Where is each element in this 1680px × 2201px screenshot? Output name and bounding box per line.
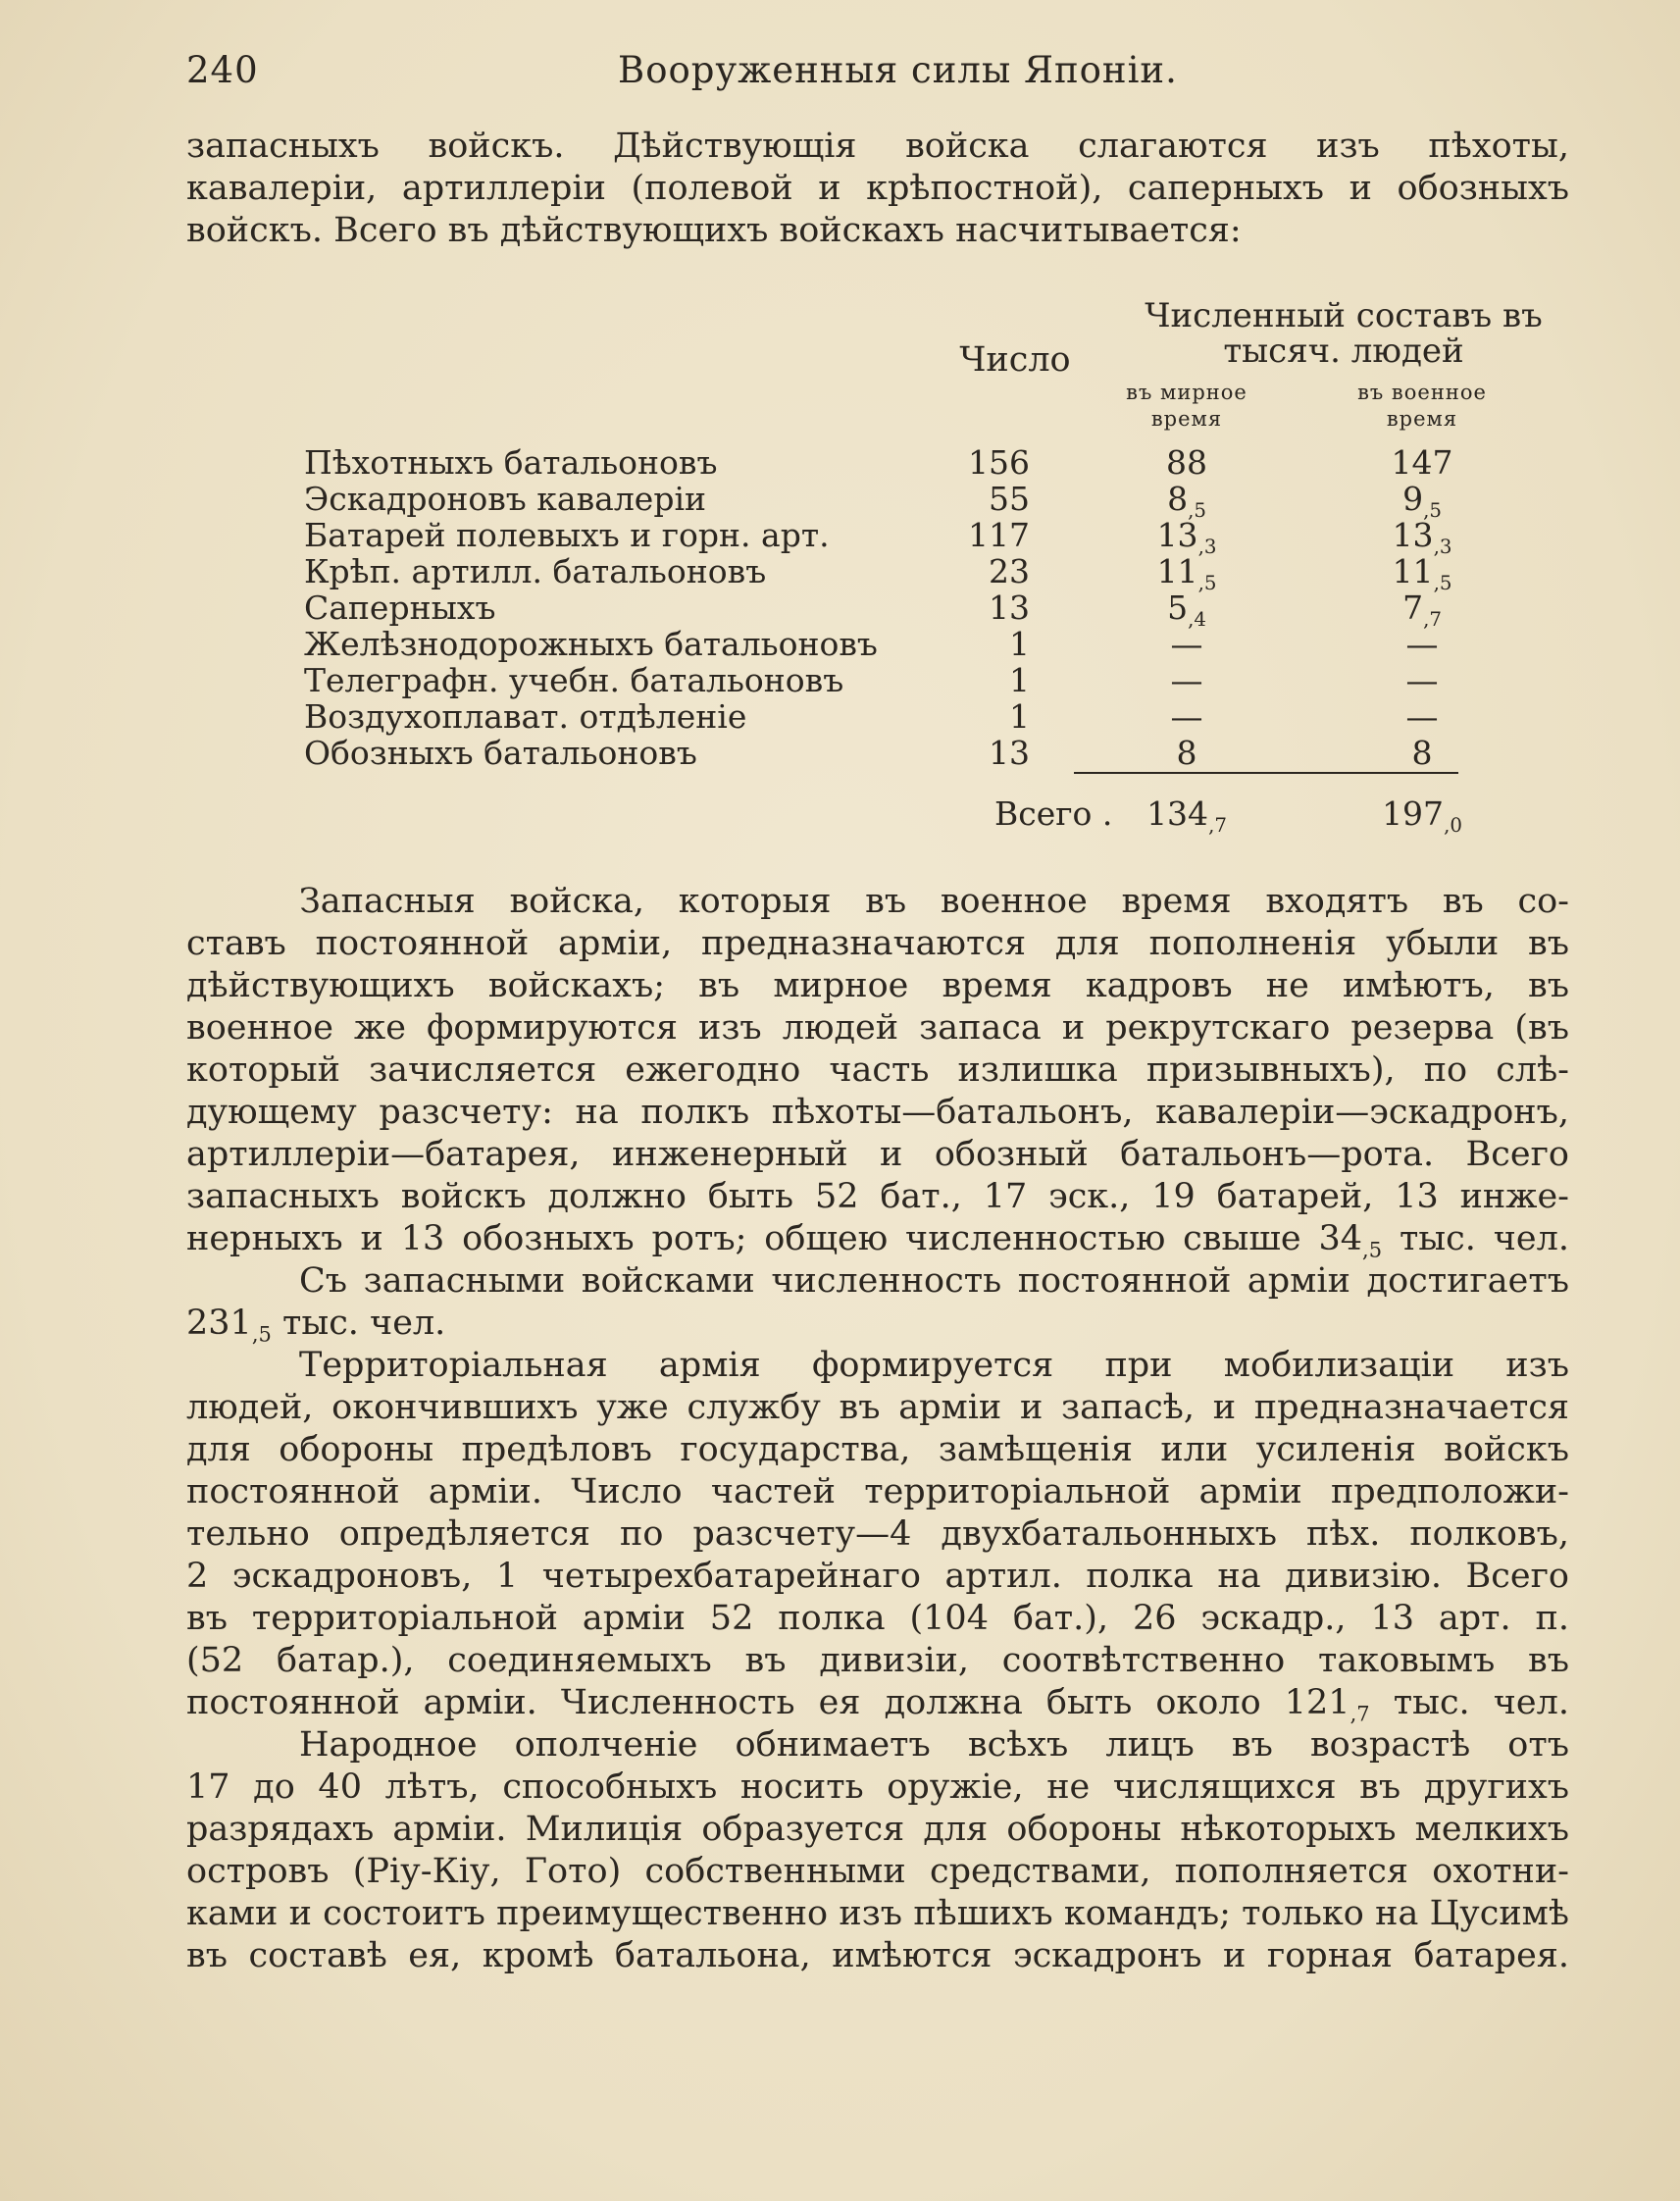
table-row: [294, 734, 1589, 770]
total-war: $197_{,0}$: [1382, 794, 1462, 837]
text-line: 17 до 40 лѣтъ, способныхъ носить оружіе, не числящихся въ другихъ: [186, 1767, 1569, 1807]
page-number: 240: [186, 49, 259, 91]
text-line: въ территоріальной арміи 52 полка (104 бат.), 26 эскадр., 13 арт. п.: [186, 1599, 1569, 1638]
row-name: Воздухоплават. отдѣленіе: [304, 697, 747, 736]
row-name: Желѣзнодорожныхъ батальоновъ: [304, 625, 878, 663]
row-peace: —: [1170, 697, 1203, 736]
paragraph-militia: [186, 1724, 1569, 1977]
text-line: тельно опредѣляется по разсчету—4 двухбатальонныхъ пѣх. полковъ,: [186, 1514, 1569, 1554]
running-title: Вооруженныя силы Японіи.: [618, 49, 1178, 91]
row-count: 117: [968, 516, 1030, 554]
text-line: для обороны предѣловъ государства, замѣщенія или усиленія войскъ: [186, 1430, 1569, 1469]
table-row: [294, 480, 1589, 522]
text-line: кавалеріи, артиллеріи (полевой и крѣпостной), саперныхъ и обозныхъ: [186, 169, 1569, 208]
row-peace: 88: [1166, 443, 1207, 482]
text-line: который зачисляется ежегодно часть излишка призывныхъ), по слѣ-: [186, 1050, 1569, 1090]
col-header-peace-line1: въ мирное: [1126, 381, 1247, 404]
text-line: Съ запасными войсками численность постоянной арміи достигаетъ: [299, 1261, 1569, 1301]
text-line: запасныхъ войскъ должно быть 52 бат., 17 эск., 19 батарей, 13 инже-: [186, 1177, 1569, 1216]
total-rule: [1074, 772, 1458, 774]
row-name: Пѣхотныхъ батальоновъ: [304, 443, 718, 482]
paragraph-total-strength: [186, 1260, 1569, 1345]
col-header-war-line1: въ военное: [1357, 381, 1487, 404]
row-war: $13_{,3}$: [1392, 516, 1452, 558]
text-line: войскъ. Всего въ дѣйствующихъ войскахъ насчитывается:: [186, 211, 1242, 250]
text-line: нерныхъ и 13 обозныхъ ротъ; общею численностью свыше $34_{,5}$ тыс. чел.: [186, 1219, 1569, 1260]
text-line: военное же формируются изъ людей запаса и рекрутскаго резерва (въ: [186, 1008, 1569, 1048]
row-count: 156: [968, 443, 1030, 482]
row-peace: $13_{,3}$: [1156, 516, 1217, 558]
row-peace: $8_{,5}$: [1167, 480, 1206, 522]
text-line: постоянной арміи. Численность ея должна быть около $121_{,7}$ тыс. чел.: [186, 1683, 1569, 1724]
intro-paragraph: [186, 126, 1569, 252]
text-line: ставъ постоянной арміи, предназначаются для пополненія убыли въ: [186, 924, 1569, 963]
text-line: ками и состоитъ преимущественно изъ пѣшихъ командъ; только на Цусимѣ: [186, 1894, 1569, 1933]
col-header-peace-line2: время: [1150, 407, 1223, 431]
row-war: —: [1405, 697, 1439, 736]
text-line: (52 батар.), соединяемыхъ въ дивизіи, соотвѣтственно таковымъ въ: [186, 1641, 1569, 1680]
text-line: запасныхъ войскъ. Дѣйствующія войска слагаются изъ пѣхоты,: [186, 127, 1569, 166]
col-header-strength: [1069, 298, 1618, 369]
text-line: островъ (Ріу-Кіу, Гото) собственными средствами, пополняется охотни-: [186, 1852, 1569, 1891]
row-name: Обозныхъ батальоновъ: [304, 734, 697, 772]
row-war: $11_{,5}$: [1392, 552, 1452, 594]
page-header: [186, 49, 1569, 98]
text-line: $231_{,5}$ тыс. чел.: [186, 1304, 446, 1347]
text-line: разрядахъ арміи. Милиція образуется для обороны нѣкоторыхъ мелкихъ: [186, 1810, 1569, 1849]
text-line: дующему разсчету: на полкъ пѣхоты—батальонъ, кавалеріи—эскадронъ,: [186, 1093, 1569, 1132]
table-row: [294, 661, 1589, 697]
row-peace: —: [1170, 625, 1203, 663]
row-peace: $11_{,5}$: [1156, 552, 1217, 594]
row-war: —: [1405, 661, 1439, 699]
row-count: 13: [989, 734, 1030, 772]
row-peace: $5_{,4}$: [1167, 589, 1206, 631]
table-row: [294, 443, 1589, 480]
col-header-strength-line1: Численный составъ въ: [1145, 296, 1543, 335]
row-peace: 8: [1176, 734, 1197, 772]
text-line: 2 эскадроновъ, 1 четырехбатарейнаго артил. полка на дивизію. Всего: [186, 1557, 1569, 1596]
text-line: артиллеріи—батарея, инженерный и обозный батальонъ—рота. Всего: [186, 1135, 1569, 1174]
col-header-war: [1309, 380, 1535, 433]
row-name: Эскадроновъ кавалеріи: [304, 480, 706, 518]
text-line: Территоріальная армія формируется при мобилизаціи изъ: [299, 1346, 1569, 1385]
table-row: [294, 516, 1589, 558]
text-line: Народное ополченіе обнимаетъ всѣхъ лицъ въ возрастѣ отъ: [299, 1725, 1569, 1765]
table-row: [294, 697, 1589, 734]
col-header-strength-line2: тысяч. людей: [1223, 332, 1464, 371]
row-war: $9_{,5}$: [1402, 480, 1442, 522]
row-war: 8: [1411, 734, 1433, 772]
row-peace: —: [1170, 661, 1203, 699]
row-name: Саперныхъ: [304, 589, 496, 627]
text-line: Запасныя войска, которыя въ военное время входятъ въ со-: [299, 882, 1569, 921]
row-count: 55: [989, 480, 1030, 518]
troops-table: [294, 294, 1589, 844]
text-line: въ составѣ ея, кромѣ батальона, имѣются эскадронъ и горная батарея.: [186, 1936, 1569, 1975]
col-header-peace: [1089, 380, 1285, 433]
text-line: постоянной арміи. Число частей территоріальной арміи предположи-: [186, 1472, 1569, 1511]
row-count: 23: [989, 552, 1030, 590]
row-name: Крѣп. артилл. батальоновъ: [304, 552, 767, 590]
total-peace: $134_{,7}$: [1146, 794, 1227, 837]
total-label: Всего .: [994, 794, 1113, 833]
row-war: $7_{,7}$: [1402, 589, 1442, 631]
row-count: 1: [1009, 697, 1030, 736]
body-text: [186, 881, 1569, 1977]
paragraph-territorial: [186, 1345, 1569, 1724]
row-war: 147: [1391, 443, 1453, 482]
table-row: [294, 625, 1589, 661]
row-name: Батарей полевыхъ и горн. арт.: [304, 516, 830, 554]
total-row: [294, 794, 1589, 837]
row-name: Телеграфн. учебн. батальоновъ: [304, 661, 844, 699]
col-header-number: Число: [959, 340, 1071, 380]
row-count: 1: [1009, 625, 1030, 663]
row-count: 1: [1009, 661, 1030, 699]
table-row: [294, 552, 1589, 594]
table-row: [294, 589, 1589, 631]
row-war: —: [1405, 625, 1439, 663]
paragraph-reserve: [186, 881, 1569, 1260]
col-header-war-line2: время: [1386, 407, 1458, 431]
text-line: людей, окончившихъ уже службу въ арміи и запасѣ, и предназначается: [186, 1388, 1569, 1427]
text-line: дѣйствующихъ войскахъ; въ мирное время кадровъ не имѣютъ, въ: [186, 966, 1569, 1005]
row-count: 13: [989, 589, 1030, 627]
